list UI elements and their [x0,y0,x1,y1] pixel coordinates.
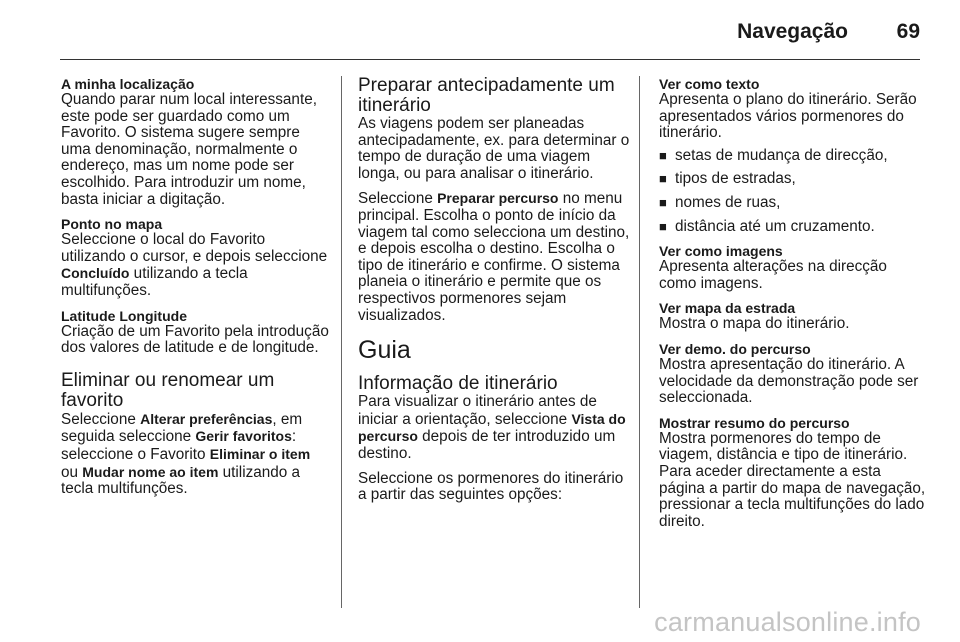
paragraph: Apresenta o plano do itinerário. Serão apresentados vários pormenores do itinerário. [659,91,917,142]
menu-term: Alterar preferências [140,410,273,427]
section-map-point [61,216,329,299]
text: utilizando a tecla multifunções. [61,463,301,498]
list-item: ■ distância até um cruzamento. [659,219,927,236]
paragraph: Quando parar num local interessante, este pode ser guardado como um Favorito. O sistema sugere sempre uma denominação, normalmente o endereço, mas um nome pode ser escolhido. Para introduzir um nome, basta iniciar a digitação. [61,91,317,208]
menu-term: Gerir favoritos [195,428,292,445]
menu-term: Concluído [61,265,130,282]
list-item: ■ tipos de estradas, [659,171,927,188]
text: ou [61,463,83,481]
section-view-text [659,76,927,142]
column-separator [639,76,640,608]
text: utilizando a tecla multifunções. [61,265,248,299]
section-road-map [659,300,927,333]
header-rule [60,59,920,60]
column-middle [358,76,630,512]
text: Seleccione [61,410,141,428]
column-left [61,76,329,498]
paragraph [358,190,630,324]
paragraph [61,411,329,498]
page-title: Navegação [737,20,848,43]
list-item: ■ setas de mudança de direcção, [659,148,927,165]
heading-guide: Guia [358,336,411,365]
column-right [659,76,927,538]
paragraph: Mostra pormenores do tempo de viagem, distância e tipo de itinerário. Para aceder directamente a esta página a partir do mapa de navegação, pressionar a tecla multifunções do lado direito. [659,429,926,530]
text: Seleccione o local do Favorito utilizando o cursor, e depois seleccione [61,231,328,265]
column-separator [341,76,342,608]
subheading: Ver como imagens [659,243,783,260]
bullet-list [659,148,927,235]
heading-route-info: Informação de itinerário [358,373,558,395]
paragraph: As viagens podem ser planeadas antecipadamente, ex. para determinar o tempo de duração de uma viagem longa, ou para analisar o itinerário. [358,115,630,182]
section-view-images [659,243,927,292]
heading-plan-route: Preparar antecipadamente um itinerário [358,75,615,116]
paragraph: Apresenta alterações na direcção como imagens. [659,258,887,292]
text: Seleccione [358,190,438,208]
paragraph: Seleccione os pormenores do itinerário a partir das seguintes opções: [358,469,624,504]
subheading: Ponto no mapa [61,216,163,233]
section-route-demo [659,341,927,407]
page-number: 69 [896,20,920,43]
text: , em seguida seleccione [61,410,303,446]
watermark: carmanualsonline.info [654,607,921,637]
paragraph: Criação de um Favorito pela introdução dos valores de latitude e de longitude. [61,322,329,357]
paragraph [61,232,329,299]
menu-term: Preparar percurso [437,190,559,207]
paragraph: Mostra o mapa do itinerário. [659,315,850,333]
subheading: Latitude Longitude [61,307,187,324]
menu-term: Vista do percurso [358,410,626,445]
subheading: Ver mapa da estrada [659,300,796,317]
section-lat-long [61,308,329,357]
list-item: ■ nomes de ruas, [659,195,927,212]
text: : seleccione o Favorito [61,428,297,463]
heading-rename: Eliminar ou renomear um favorito [61,369,275,411]
page-header [0,0,960,60]
paragraph: Mostra apresentação do itinerário. A velocidade da demonstração pode ser seleccionada. [659,355,919,407]
text: depois de ter introduzido um destino. [358,428,616,462]
menu-term: Mudar nome ao item [82,463,219,480]
section-route-summary [659,415,927,531]
text: no menu principal. Escolha o ponto de início da viagem tal como selecciona um destino, e depois escolha o destino. Escolha o tipo de itinerário e confirme. O sistema planeia o itinerário e permite que os respectivos pormenores sejam visualizados. [358,190,630,324]
subheading: Ver como texto [659,76,760,92]
subheading: A minha localização [61,76,195,92]
subheading: Ver demo. do percurso [659,340,811,357]
subheading: Mostrar resumo do percurso [659,414,850,431]
menu-term: Eliminar o item [209,445,311,462]
paragraph [358,394,630,462]
section-my-location [61,76,329,208]
text: Para visualizar o itinerário antes de iniciar a orientação, seleccione [358,393,597,428]
